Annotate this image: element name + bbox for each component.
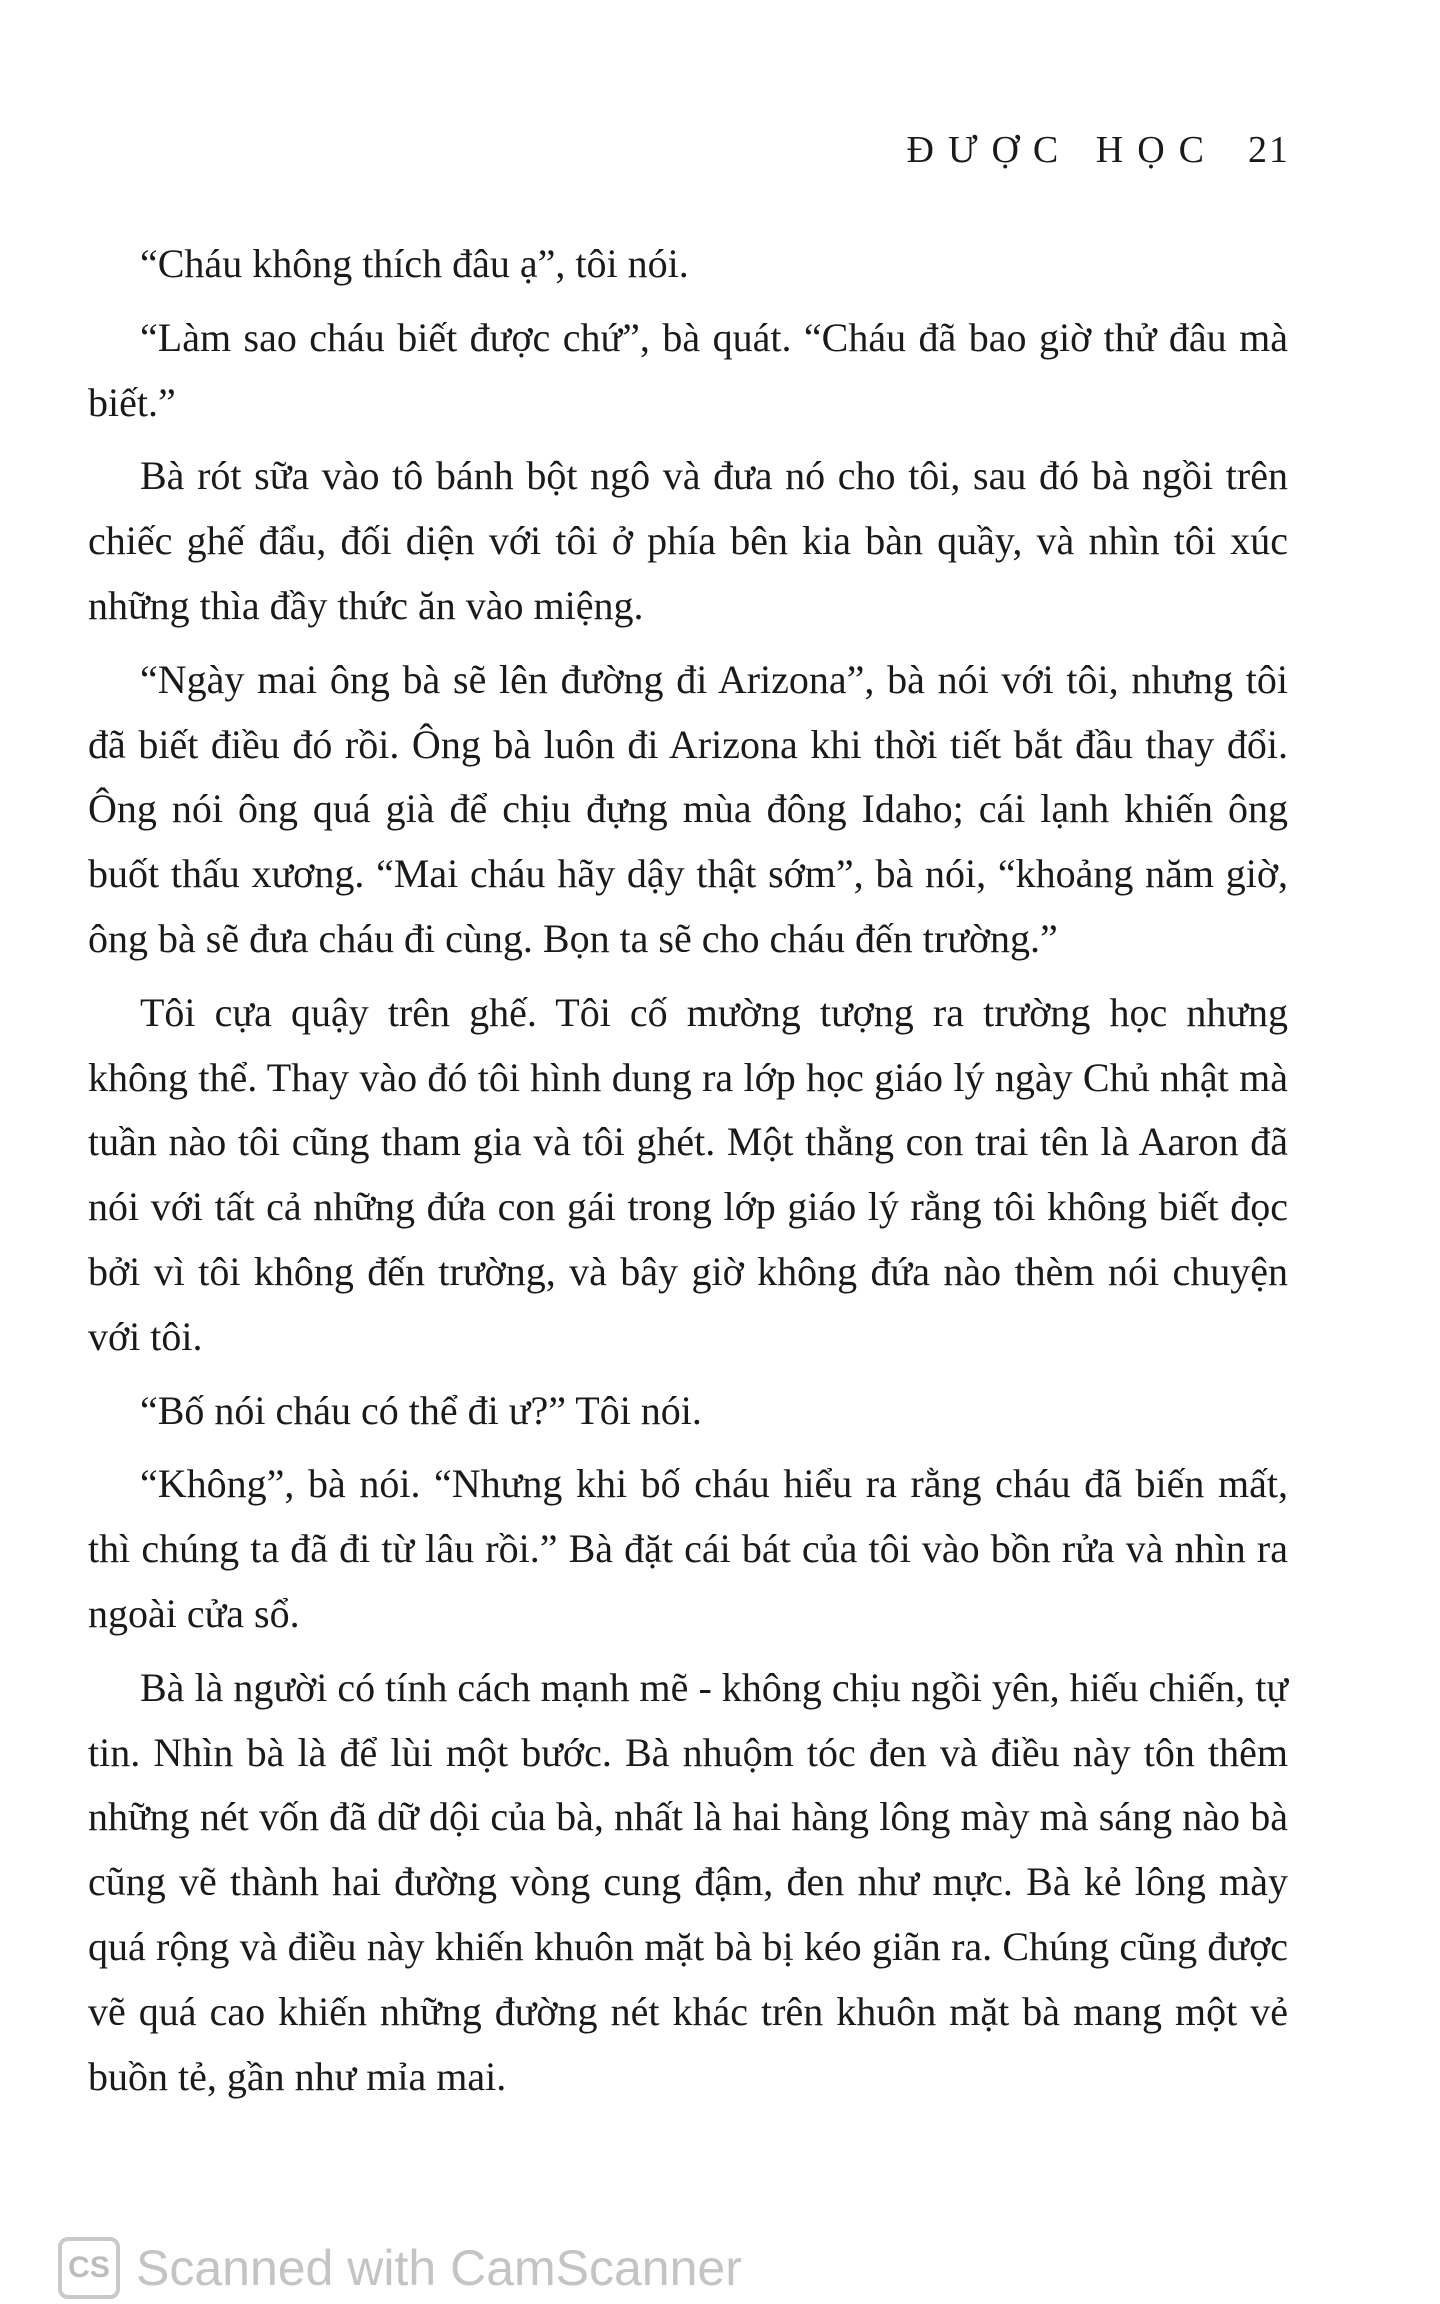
watermark-text: Scanned with CamScanner: [136, 2240, 742, 2296]
camscanner-logo-icon: [58, 2237, 120, 2299]
paragraph-8: Bà là người có tính cách mạnh mẽ - không chịu ngồi yên, hiếu chiến, tự tin. Nhìn bà là để lùi một bước. Bà nhuộm tóc đen và điều này tôn thêm những nét vốn đã dữ dội của bà, nhất là hai hàng lông mày mà sáng nào bà cũng vẽ thành hai đường vòng cung đậm, đen như mực. Bà kẻ lông mày quá rộng và điều này khiến khuôn mặt bà bị kéo giãn ra. Chúng cũng được vẽ quá cao khiến những đường nét khác trên khuôn mặt bà mang một vẻ buồn tẻ, gần như mỉa mai.: [88, 1664, 1288, 2099]
body-text: [88, 232, 1288, 2118]
camscanner-logo-text: CS: [68, 2251, 110, 2284]
camscanner-watermark: [58, 2237, 742, 2299]
paragraph-7: “Không”, bà nói. “Nhưng khi bố cháu hiểu ra rằng cháu đã biến mất, thì chúng ta đã đi từ lâu rồi.” Bà đặt cái bát của tôi vào bồn rửa và nhìn ra ngoài cửa sổ.: [88, 1461, 1288, 1636]
paragraph-6: “Bố nói cháu có thể đi ư?” Tôi nói.: [140, 1387, 702, 1433]
paragraph-1: “Cháu không thích đâu ạ”, tôi nói.: [140, 241, 689, 286]
paragraph-3: Bà rót sữa vào tô bánh bột ngô và đưa nó cho tôi, sau đó bà ngồi trên chiếc ghế đẩu, đối diện với tôi ở phía bên kia bàn quầy, và nhìn tôi xúc những thìa đầy thức ăn vào miệng.: [88, 453, 1288, 628]
paragraph-4: “Ngày mai ông bà sẽ lên đường đi Arizona”, bà nói với tôi, nhưng tôi đã biết điều đó rồi. Ông bà luôn đi Arizona khi thời tiết bắt đầu thay đổi. Ông nói ông quá già để chịu đựng mùa đông Idaho; cái lạnh khiến ông buốt thấu xương. “Mai cháu hãy dậy thật sớm”, bà nói, “khoảng năm giờ, ông bà sẽ đưa cháu đi cùng. Bọn ta sẽ cho cháu đến trường.”: [88, 656, 1288, 961]
running-head: [907, 128, 1290, 172]
page-number: 21: [1248, 129, 1290, 171]
paragraph-5: Tôi cựa quậy trên ghế. Tôi cố mường tượng ra trường học nhưng không thể. Thay vào đó tôi hình dung ra lớp học giáo lý ngày Chủ nhật mà tuần nào tôi cũng tham gia và tôi ghét. Một thằng con trai tên là Aaron đã nói với tất cả những đứa con gái trong lớp giáo lý rằng tôi không biết đọc bởi vì tôi không đến trường, và bây giờ không đứa nào thèm nói chuyện với tôi.: [88, 989, 1288, 1359]
paragraph-2: “Làm sao cháu biết được chứ”, bà quát. “Cháu đã bao giờ thử đâu mà biết.”: [88, 314, 1288, 425]
chapter-title: ĐƯỢC HỌC: [906, 129, 1218, 171]
